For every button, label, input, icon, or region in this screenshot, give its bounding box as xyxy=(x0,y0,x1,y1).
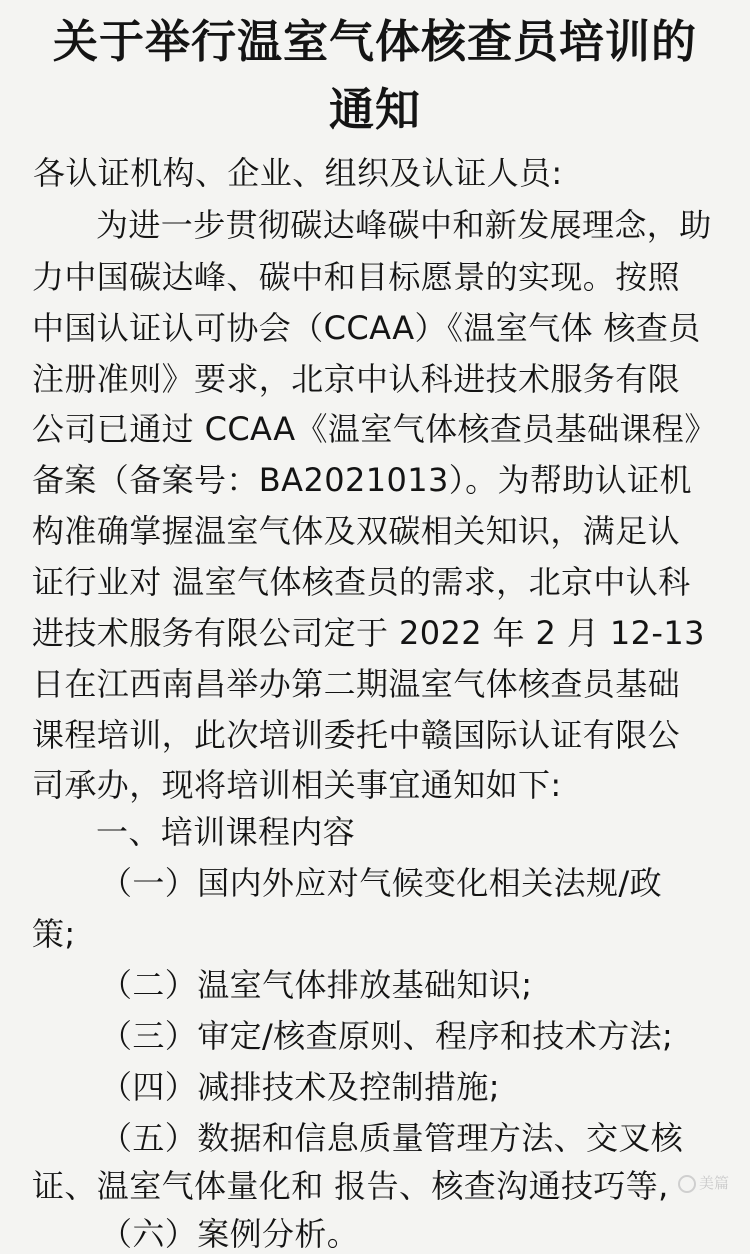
list-item: （三）审定/核查原则、程序和技术方法; xyxy=(100,1017,674,1055)
meipian-logo-icon xyxy=(678,1175,696,1193)
body-line: 中国认证认可协会（CCAA）《温室气体 核查员 xyxy=(32,309,701,347)
list-item: （六）案例分析。 xyxy=(100,1215,360,1253)
watermark xyxy=(678,1172,729,1193)
document-title-line-1: 关于举行温室气体核查员培训的 xyxy=(52,15,697,68)
list-item: （二）温室气体排放基础知识; xyxy=(100,966,533,1004)
body-line: 证行业对 温室气体核查员的需求，北京中认科 xyxy=(32,563,691,601)
body-line: 进技术服务有限公司定于 2022 年 2 月 12-13 xyxy=(32,614,705,652)
list-item: （一）国内外应对气候变化相关法规/政 xyxy=(100,864,662,902)
body-line: 为进一步贯彻碳达峰碳中和新发展理念，助 xyxy=(96,206,712,244)
salutation-line: 各认证机构、企业、组织及认证人员: xyxy=(33,154,563,192)
body-line: 日在江西南昌举办第二期温室气体核查员基础 xyxy=(32,665,681,703)
body-line: 注册准则》要求，北京中认科进技术服务有限 xyxy=(32,360,681,398)
body-line: 司承办，现将培训相关事宜通知如下: xyxy=(32,766,562,804)
body-line: 备案（备案号：BA2021013）。为帮助认证机 xyxy=(32,461,692,499)
list-item: （四）减排技术及控制措施; xyxy=(100,1068,500,1106)
watermark-text: 美篇 xyxy=(699,1174,730,1192)
body-line: 公司已通过 CCAA《温室气体核查员基础课程》 xyxy=(32,410,717,448)
body-line: 课程培训，此次培训委托中赣国际认证有限公 xyxy=(32,716,681,754)
list-item-continuation: 策; xyxy=(32,915,76,953)
document-title-line-2: 通知 xyxy=(328,83,421,136)
section-heading: 一、培训课程内容 xyxy=(96,813,356,851)
list-item: （五）数据和信息质量管理方法、交叉核 xyxy=(100,1119,684,1157)
list-item-continuation: 证、温室气体量化和 报告、核查沟通技巧等, xyxy=(32,1167,669,1205)
body-line: 力中国碳达峰、碳中和目标愿景的实现。按照 xyxy=(32,258,681,296)
body-line: 构准确掌握温室气体及双碳相关知识，满足认 xyxy=(32,512,681,550)
